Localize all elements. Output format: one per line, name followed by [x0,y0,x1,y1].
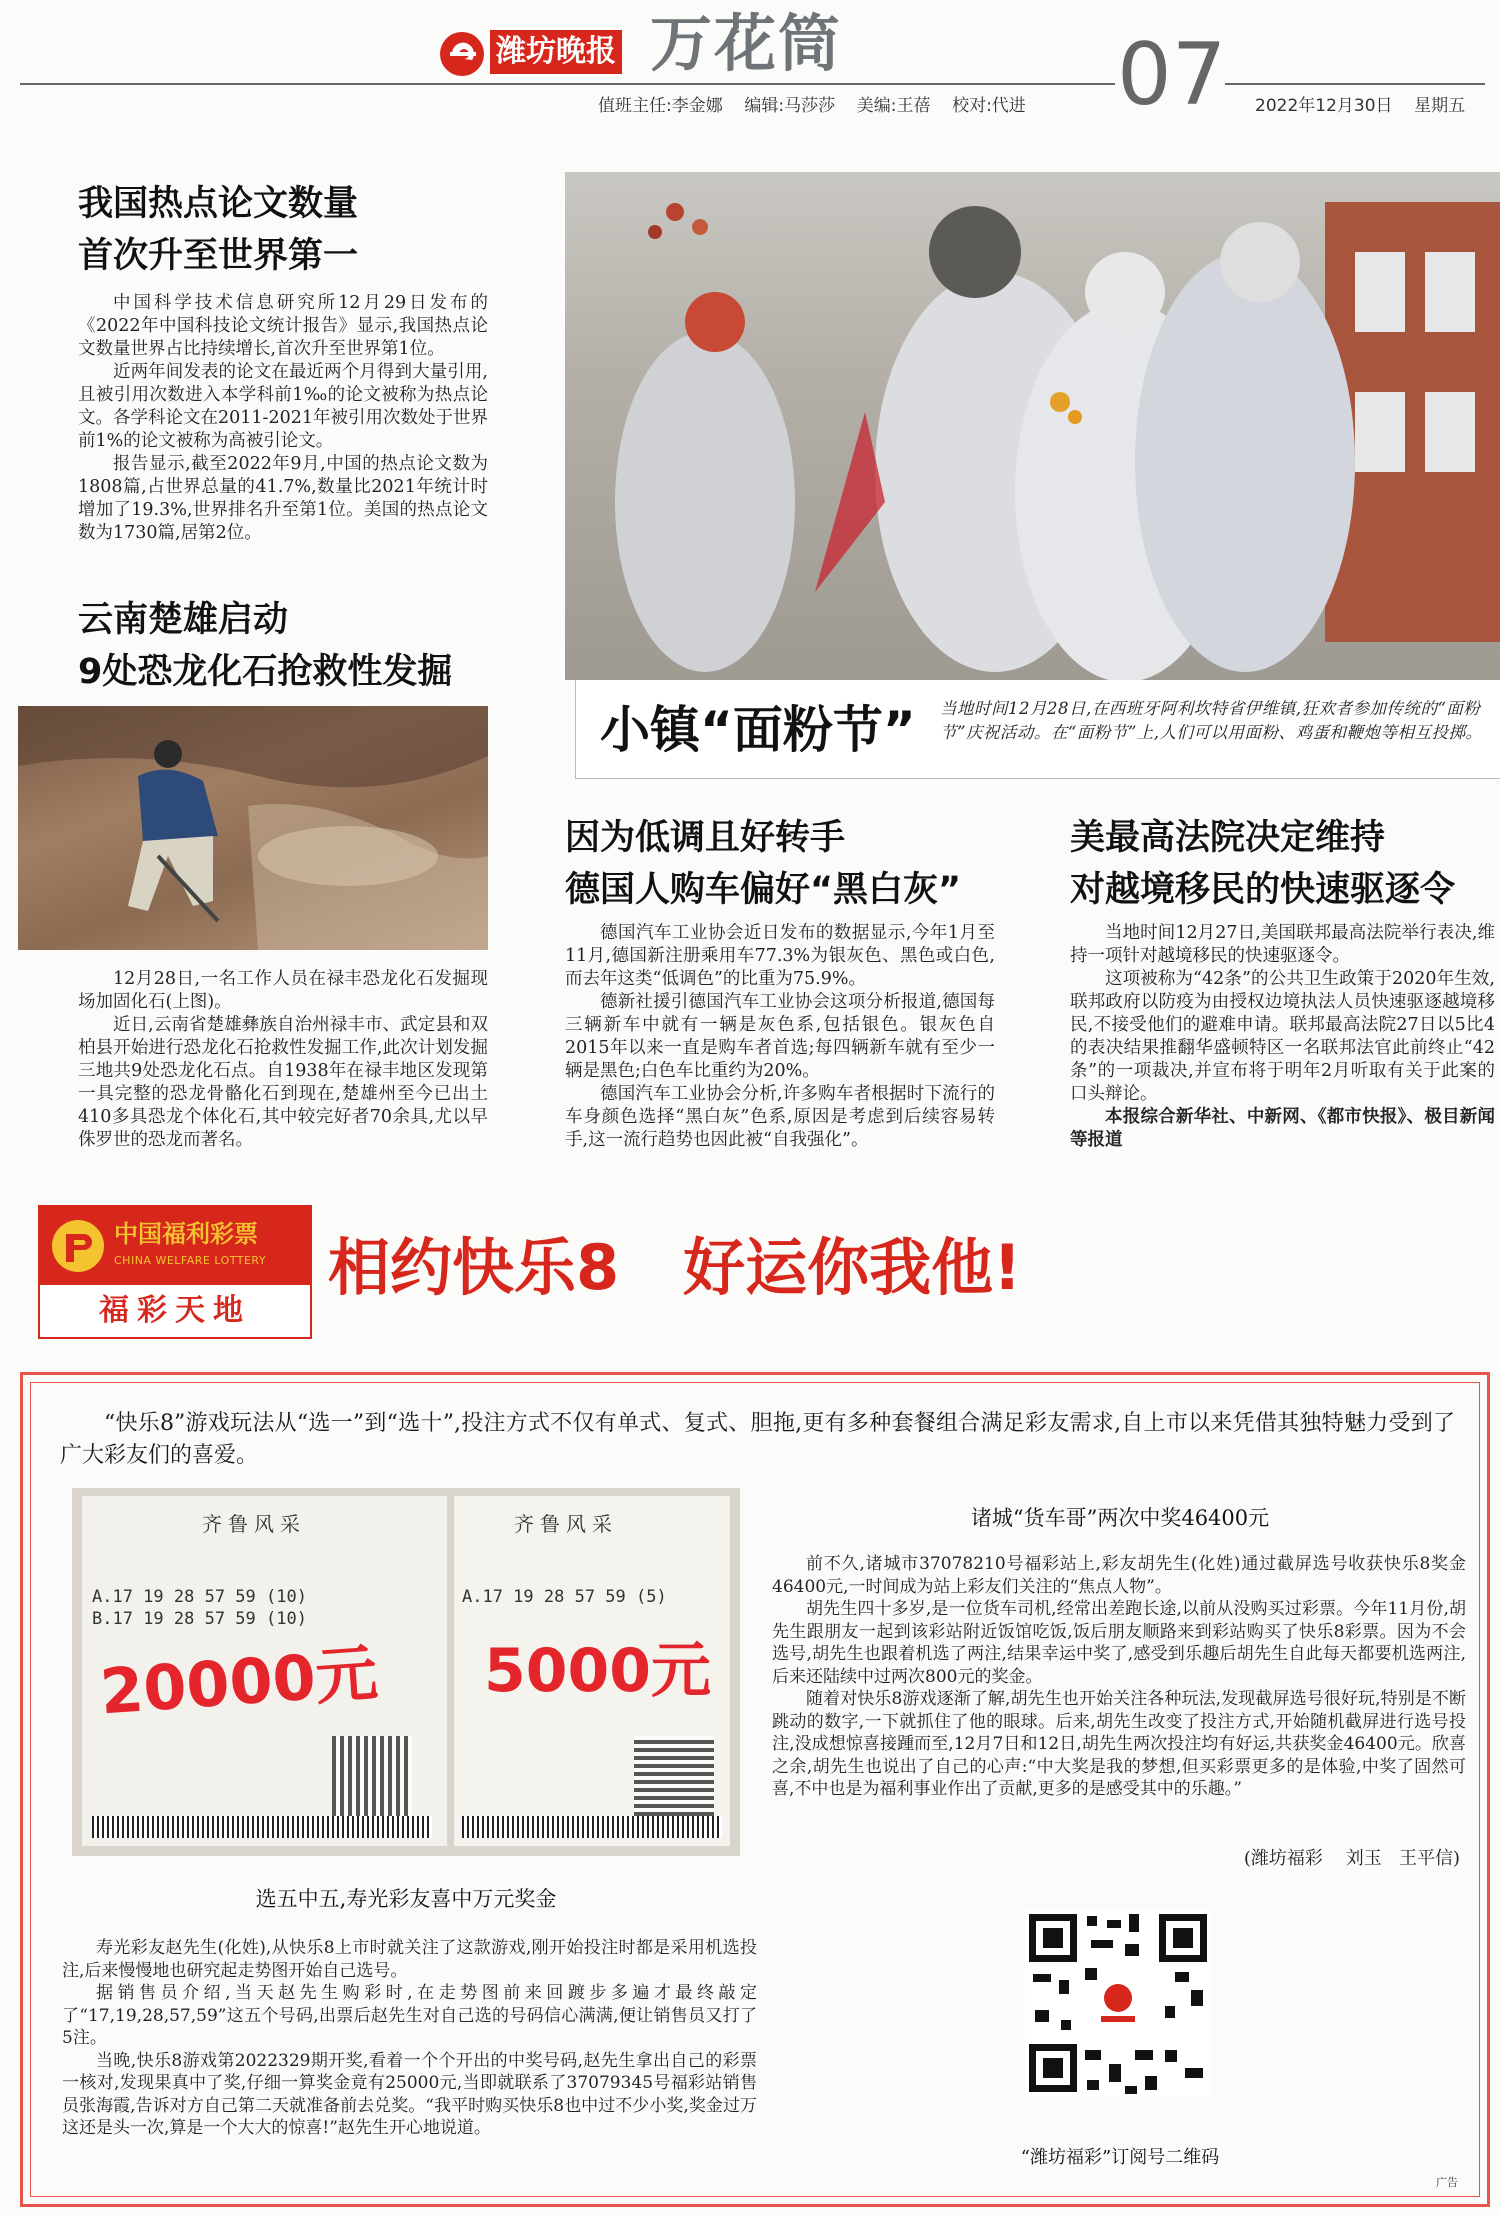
paragraph: 近日,云南省楚雄彝族自治州禄丰市、武定县和双柏县开始进行恐龙化石抢救性发掘工作,此次计划发掘三地共9处恐龙化石点。自1938年在禄丰地区发现第一具完整的恐龙骨骼化石到现在,楚雄州至今已出土410多具恐龙个体化石,其中较完好者70余具,尤以早侏罗世的恐龙而著名。 [78,1015,488,1150]
dinosaur-body [78,968,488,1152]
issue-date [1255,94,1465,118]
ticket-left-prize: 20000元 [97,1636,380,1729]
ticket-brand: 齐鲁风采 [202,1512,306,1536]
paragraph: 胡先生四十多岁,是一位货车司机,经常出差跑长途,以前从没购买过彩票。今年11月份,胡先生跟朋友一起到该彩站附近饭馆吃饭,饭后朋友顺路来到彩站购买了快乐8彩票。因为不会选号,胡先生也跟着机选了两注,结果幸运中奖了,感受到乐趣后胡先生自此每天都要机选两注,后来还陆续中过两次800元的奖金。 [772,1599,1466,1687]
qr-code [634,1736,714,1816]
ticket-right [454,1496,730,1846]
paragraph: 德新社援引德国汽车工业协会这项分析报道,德国每三辆新车中就有一辆是灰色系,包括银色。银灰色自2015年以来一直是购车者首选;每四辆新车就有至少一辆是黑色;白色车比重约为20%。 [565,992,995,1081]
dinosaur-photo [18,706,488,950]
lottery-slogan [328,1230,1021,1306]
flour-festival-photo [565,172,1500,680]
slogan-part1: 相约快乐8 [328,1231,620,1304]
qr-code [332,1736,412,1816]
story1-title: 选五中五,寿光彩友喜中万元奖金 [255,1887,557,1911]
lottery-logo-cn: 中国福利彩票 [114,1220,258,1248]
paragraph: 据销售员介绍,当天赵先生购彩时,在走势图前来回踱步多遍才最终敲定了“17,19,28,57,59”这五个号码,出票后赵先生对自己选的号码信心满满,便让销售员又打了5注。 [62,1983,757,2048]
ticket-line: B.17 19 28 57 59 (10) [92,1609,307,1629]
flour-festival-title: 小镇“面粉节” [600,701,916,759]
paragraph: 德国汽车工业协会分析,许多购车者根据时下流行的车身颜色选择“黑白灰”色系,原因是考虑到后续容易转手,这一流行趋势也因此被“自我强化”。 [565,1084,995,1150]
date: 2022年12月30日 [1255,96,1393,116]
paragraph: 德国汽车工业协会近日发布的数据显示,今年1月至11月,德国新注册乘用车77.3%为银灰色、黑色或白色,而去年这类“低调色”的比重为75.9%。 [565,923,995,989]
cars-headline-line2: 德国人购车偏好“黑白灰” [565,870,962,910]
ticket-left [82,1496,447,1846]
news-source: 本报综合新华社、中新网、《都市快报》、极目新闻等报道 [1070,1107,1495,1150]
paragraph: 当地时间12月27日,美国联邦最高法院举行表决,维持一项针对越境移民的快速驱逐令。 [1070,923,1495,966]
proofreader: 校对:代进 [952,96,1026,116]
staff-line [598,94,1026,118]
paragraph: 近两年间发表的论文在最近两个月得到大量引用,且被引用次数进入本学科前1‰的论文被称为热点论文。各学科论文在2011-2021年被引用次数处于世界前1%的论文被称为高被引论文。 [78,362,488,451]
lottery-column-name: 福彩天地 [99,1293,251,1328]
lottery-tickets-photo [72,1488,740,1856]
story1-body [62,1937,757,2140]
ticket-line: A.17 19 28 57 59 (10) [92,1587,307,1607]
ticket-brand: 齐鲁风采 [514,1512,618,1536]
lottery-logo-en: CHINA WELFARE LOTTERY [114,1254,267,1267]
art-editor: 美编:王蓓 [856,96,931,116]
paragraph: 报告显示,截至2022年9月,中国的热点论文数为1808篇,占世界总量的41.7%,数量比2021年统计时增加了19.3%,世界排名升至第1位。美国的热点论文数为1730篇,居第2位。 [78,454,488,543]
paragraph: 12月28日,一名工作人员在禄丰恐龙化石发掘现场加固化石(上图)。 [78,969,488,1012]
flour-festival-caption: 当地时间12月28日,在西班牙阿利坎特省伊维镇,狂欢者参加传统的“面粉节”庆祝活动。在“面粉节”上,人们可以用面粉、鸡蛋和鞭炮等相互投掷。 [940,699,1483,742]
ticket-right-prize: 5000元 [484,1636,711,1706]
papers-headline-line1: 我国热点论文数量 [78,184,359,224]
page-number: 07 [1117,25,1227,125]
cars-body [565,922,995,1152]
masthead-rule-left [20,83,1115,85]
slogan-part2: 好运你我他! [683,1231,1022,1304]
papers-body [78,292,488,545]
cars-headline [565,812,961,916]
lottery-intro: “快乐8”游戏玩法从“选一”到“选十”,投注方式不仅有单式、复式、胆拖,更有多种套餐组合满足彩友需求,自上市以来凭借其独特魅力受到了广大彩友们的喜爱。 [60,1411,1455,1468]
dinosaur-headline-line1: 云南楚雄启动 [78,600,289,640]
story2-title: 诸城“货车哥”两次中奖46400元 [970,1506,1270,1530]
paper-logo [438,28,644,78]
ad-label: 广告 [1436,2176,1458,2189]
court-body [1070,922,1495,1152]
court-headline-line2: 对越境移民的快速驱逐令 [1070,870,1456,910]
duty-editor: 值班主任:李金娜 [598,96,723,116]
dinosaur-headline-line2: 9处恐龙化石抢救性发掘 [78,652,453,692]
papers-headline-line2: 首次升至世界第一 [78,236,359,276]
court-headline-line1: 美最高法院决定维持 [1070,818,1386,858]
paragraph: 这项被称为“42条”的公共卫生政策于2020年生效,联邦政府以防疫为由授权边境执法人员快速驱逐越境移民,不接受他们的避难申请。联邦最高法院27日以5比4的表决结果推翻华盛顿特区一名联邦法官此前终止“42条”的一项裁决,并宣布将于明年2月听取有关于此案的口头辩论。 [1070,969,1495,1104]
papers-headline [78,178,358,282]
qr-caption: “潍坊福彩”订阅号二维码 [1020,2147,1220,2168]
ticket-line: A.17 19 28 57 59 (5) [462,1587,667,1607]
editor: 编辑:马莎莎 [744,96,836,116]
lottery-logo-box [38,1205,312,1339]
section-title: 万花筒 [650,7,843,80]
paragraph: 寿光彩友赵先生(化姓),从快乐8上市时就关注了这款游戏,刚开始投注时都是采用机选投注,后来慢慢地也研究起走势图开始自己选号。 [62,1938,757,1981]
paragraph: 当晚,快乐8游戏第2022329期开奖,看着一个个开出的中奖号码,赵先生拿出自己的彩票一核对,发现果真中了奖,仔细一算奖金竟有25000元,当即就联系了37079345号福彩站销售员张海霞,告诉对方自己第二天就准备前去兑奖。“我平时购买快乐8也中过不少小奖,奖金过万这还是头一次,算是一个大大的惊喜!”赵先生开心地说道。 [62,2050,757,2138]
welfare-lottery-icon [48,1216,108,1276]
paper-logo-icon [438,30,488,80]
cars-headline-line1: 因为低调且好转手 [565,818,846,858]
paragraph: 中国科学技术信息研究所12月29日发布的《2022年中国科技论文统计报告》显示,我国热点论文数量世界占比持续增长,首次升至世界第1位。 [78,293,488,359]
masthead-rule-right [1225,83,1485,85]
dinosaur-headline [78,594,452,698]
story2-body [772,1553,1466,1801]
story2-credit: (潍坊福彩 刘玉 王平信) [1243,1848,1460,1869]
court-headline [1070,812,1455,916]
weekday: 星期五 [1414,96,1466,116]
subscription-qr-code [1025,1910,1211,2096]
paper-name: 潍坊晚报 [490,30,622,74]
paragraph: 随着对快乐8游戏逐渐了解,胡先生也开始关注各种玩法,发现截屏选号很好玩,特别是不断跳动的数字,一下就抓住了他的眼球。后来,胡先生改变了投注方式,开始随机截屏进行选号投注,没成想惊喜接踵而至,12月7日和12日,胡先生两次投注均有好运,共获奖金46400元。欣喜之余,胡先生也说出了自己的心声:“中大奖是我的梦想,但买彩票更多的是体验,中奖了固然可喜,不中也是为福利事业作出了贡献,更多的是感受其中的乐趣。” [772,1689,1466,1799]
paragraph: 前不久,诸城市37078210号福彩站上,彩友胡先生(化姓)通过截屏选号收获快乐8奖金46400元,一时间成为站上彩友们关注的“焦点人物”。 [772,1554,1466,1597]
